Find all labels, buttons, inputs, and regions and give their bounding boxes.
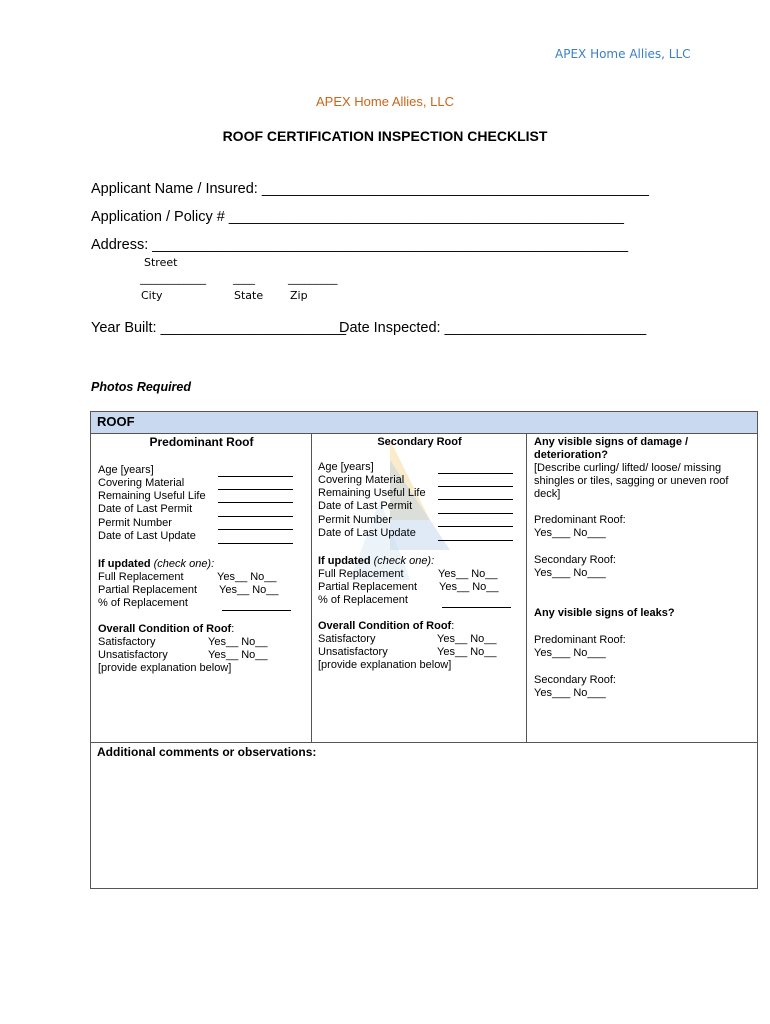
sec-explanation-note: [provide explanation below] — [318, 659, 452, 671]
secondary-roof-column — [312, 434, 527, 742]
pred-if-updated-label: If updated — [98, 558, 151, 570]
pred-if-updated — [98, 558, 214, 572]
sec-covering-label: Covering Material — [318, 474, 405, 486]
header-company-name: APEX Home Allies, LLC — [555, 47, 691, 61]
pred-age-label: Age [years] — [98, 464, 154, 476]
damage-description-line3: deck] — [534, 488, 561, 500]
pred-covering-label: Covering Material — [98, 477, 185, 489]
page-title: ROOF CERTIFICATION INSPECTION CHECKLIST — [222, 128, 548, 144]
leaks-predominant-yes-no[interactable]: Yes___ No___ — [534, 647, 606, 659]
photos-required-label: Photos Required — [91, 380, 192, 394]
pred-full-replacement-yes-no[interactable]: Yes__ No__ — [217, 571, 277, 583]
company-name: APEX Home Allies, LLC — [315, 94, 454, 109]
pred-partial-replacement-label: Partial Replacement — [98, 584, 198, 596]
sec-partial-replacement-yes-no[interactable]: Yes__ No__ — [439, 581, 499, 593]
damage-predominant-label: Predominant Roof: — [534, 514, 626, 526]
sec-unsatisfactory-yes-no[interactable]: Yes__ No__ — [437, 646, 497, 658]
policy-number-field[interactable]: Application / Policy # _________________________________________________ — [91, 209, 624, 225]
comments-label: Additional comments or observations: — [97, 745, 317, 759]
damage-question-line2: deterioration? — [534, 449, 608, 461]
predominant-roof-title: Predominant Roof — [149, 435, 254, 449]
state-label: State — [234, 289, 264, 302]
pred-replacement-pct-line[interactable] — [222, 610, 291, 611]
predominant-roof-column — [91, 434, 312, 742]
sec-last-update-line[interactable] — [438, 540, 513, 541]
pred-full-replacement-label: Full Replacement — [98, 571, 184, 583]
pred-explanation-note: [provide explanation below] — [98, 662, 232, 674]
pred-satisfactory-yes-no[interactable]: Yes__ No__ — [208, 636, 268, 648]
sec-overall-condition-label: Overall Condition of Roof — [318, 620, 452, 632]
comments-box[interactable] — [91, 742, 757, 888]
damage-description-line2: shingles or tiles, sagging or uneven roof — [534, 475, 729, 487]
sec-age-label: Age [years] — [318, 461, 374, 473]
sec-last-permit-label: Date of Last Permit — [318, 500, 413, 512]
sec-replacement-pct-label: % of Replacement — [318, 594, 408, 606]
roof-table — [90, 411, 758, 889]
sec-last-update-label: Date of Last Update — [318, 527, 416, 539]
sec-permit-number-label: Permit Number — [318, 514, 392, 526]
year-built-field[interactable]: Year Built: _______________________ — [91, 320, 347, 336]
roof-heading: ROOF — [97, 414, 135, 429]
pred-replacement-pct-label: % of Replacement — [98, 597, 188, 609]
sec-if-updated — [318, 555, 434, 569]
pred-overall-condition: Overall Condition of Roof: — [98, 623, 235, 635]
damage-predominant-yes-no[interactable]: Yes___ No___ — [534, 527, 606, 539]
roof-header — [91, 412, 757, 434]
sec-last-permit-line[interactable] — [438, 513, 513, 514]
zip-field[interactable]: _________ — [288, 272, 338, 285]
leaks-secondary-yes-no[interactable]: Yes___ No___ — [534, 687, 606, 699]
secondary-roof-title: Secondary Roof — [377, 436, 462, 448]
pred-satisfactory-label: Satisfactory — [98, 636, 156, 648]
sec-full-replacement-yes-no[interactable]: Yes__ No__ — [438, 568, 498, 580]
pred-age-line[interactable] — [218, 476, 293, 477]
sec-check-one: (check one): — [373, 555, 435, 567]
pred-useful-life-line[interactable] — [218, 502, 293, 503]
damage-secondary-yes-no[interactable]: Yes___ No___ — [534, 567, 606, 579]
pred-covering-line[interactable] — [218, 489, 293, 490]
city-label: City — [141, 289, 163, 302]
pred-useful-life-label: Remaining Useful Life — [98, 490, 206, 502]
sec-if-updated-label: If updated — [318, 555, 371, 567]
pred-overall-condition-label: Overall Condition of Roof — [98, 623, 232, 635]
city-field[interactable]: ____________ — [140, 272, 206, 285]
pred-last-update-label: Date of Last Update — [98, 530, 196, 542]
sec-age-line[interactable] — [438, 473, 513, 474]
sec-partial-replacement-label: Partial Replacement — [318, 581, 418, 593]
pred-permit-number-line[interactable] — [218, 529, 293, 530]
sec-useful-life-line[interactable] — [438, 499, 513, 500]
pred-partial-replacement-yes-no[interactable]: Yes__ No__ — [219, 584, 279, 596]
leaks-predominant-label: Predominant Roof: — [534, 634, 626, 646]
sec-satisfactory-label: Satisfactory — [318, 633, 376, 645]
damage-question-line1: Any visible signs of damage / — [534, 436, 689, 448]
address-field[interactable]: Address: ___________________________________________________________ — [91, 237, 629, 253]
pred-last-permit-label: Date of Last Permit — [98, 503, 193, 515]
damage-secondary-label: Secondary Roof: — [534, 554, 616, 566]
sec-full-replacement-label: Full Replacement — [318, 568, 404, 580]
pred-check-one: (check one): — [153, 558, 215, 570]
leaks-secondary-label: Secondary Roof: — [534, 674, 616, 686]
sec-permit-number-line[interactable] — [438, 526, 513, 527]
pred-last-permit-line[interactable] — [218, 516, 293, 517]
pred-unsatisfactory-yes-no[interactable]: Yes__ No__ — [208, 649, 268, 661]
pred-last-update-line[interactable] — [218, 543, 293, 544]
applicant-name-field[interactable]: Applicant Name / Insured: ________________________________________________ — [91, 181, 649, 197]
date-inspected-field[interactable]: Date Inspected: _________________________ — [339, 320, 647, 336]
sec-replacement-pct-line[interactable] — [442, 607, 511, 608]
pred-unsatisfactory-label: Unsatisfactory — [98, 649, 168, 661]
pred-permit-number-label: Permit Number — [98, 517, 172, 529]
street-label: Street — [144, 256, 178, 269]
sec-covering-line[interactable] — [438, 486, 513, 487]
damage-leaks-column — [527, 434, 757, 742]
sec-useful-life-label: Remaining Useful Life — [318, 487, 426, 499]
leaks-question: Any visible signs of leaks? — [534, 607, 675, 619]
state-field[interactable]: ____ — [233, 272, 255, 285]
damage-description-line1: [Describe curling/ lifted/ loose/ missing — [534, 462, 722, 474]
sec-satisfactory-yes-no[interactable]: Yes__ No__ — [437, 633, 497, 645]
sec-unsatisfactory-label: Unsatisfactory — [318, 646, 388, 658]
sec-overall-condition: Overall Condition of Roof: — [318, 620, 455, 632]
zip-label: Zip — [290, 289, 308, 302]
